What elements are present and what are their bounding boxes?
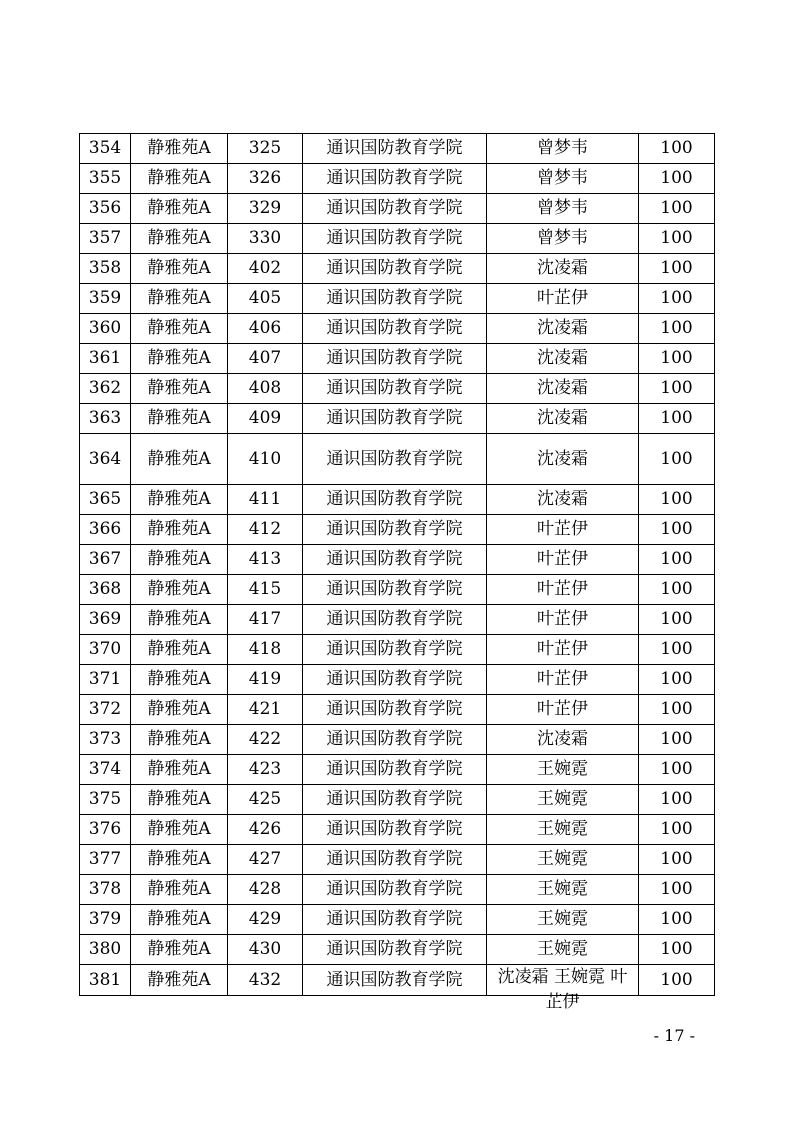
college-cell: 通识国防教育学院: [303, 785, 487, 815]
score-cell: 100: [639, 905, 715, 935]
building-cell: 静雅苑A: [131, 845, 228, 875]
college-cell: 通识国防教育学院: [303, 194, 487, 224]
row-index-cell: 354: [80, 134, 131, 164]
college-cell: 通识国防教育学院: [303, 665, 487, 695]
score-cell: 100: [639, 515, 715, 545]
inspector-cell: 沈凌霜: [487, 254, 639, 284]
table-row: [80, 485, 715, 515]
college-cell: 通识国防教育学院: [303, 284, 487, 314]
college-cell: 通识国防教育学院: [303, 845, 487, 875]
building-cell: 静雅苑A: [131, 134, 228, 164]
score-cell: 100: [639, 314, 715, 344]
table-row: [80, 194, 715, 224]
score-cell: 100: [639, 284, 715, 314]
room-number-cell: 412: [228, 515, 303, 545]
college-cell: 通识国防教育学院: [303, 485, 487, 515]
table-row: [80, 314, 715, 344]
row-index-cell: 368: [80, 575, 131, 605]
row-index-cell: 381: [80, 965, 131, 996]
row-index-cell: 371: [80, 665, 131, 695]
room-number-cell: 430: [228, 935, 303, 965]
score-cell: 100: [639, 575, 715, 605]
college-cell: 通识国防教育学院: [303, 965, 487, 996]
table-row: [80, 695, 715, 725]
table-row: [80, 254, 715, 284]
inspector-cell: 叶芷伊: [487, 575, 639, 605]
row-index-cell: 379: [80, 905, 131, 935]
inspector-cell: 沈凌霜: [487, 725, 639, 755]
row-index-cell: 362: [80, 374, 131, 404]
inspector-cell: 叶芷伊: [487, 605, 639, 635]
building-cell: 静雅苑A: [131, 785, 228, 815]
inspector-cell: 叶芷伊: [487, 515, 639, 545]
row-index-cell: 375: [80, 785, 131, 815]
college-cell: 通识国防教育学院: [303, 725, 487, 755]
room-number-cell: 418: [228, 635, 303, 665]
inspector-cell: 叶芷伊: [487, 695, 639, 725]
row-index-cell: 363: [80, 404, 131, 434]
inspector-cell: 叶芷伊: [487, 635, 639, 665]
row-index-cell: 356: [80, 194, 131, 224]
score-cell: 100: [639, 815, 715, 845]
college-cell: 通识国防教育学院: [303, 875, 487, 905]
room-number-cell: 326: [228, 164, 303, 194]
table-row: [80, 545, 715, 575]
building-cell: 静雅苑A: [131, 194, 228, 224]
room-number-cell: 422: [228, 725, 303, 755]
inspector-cell: 王婉霓: [487, 905, 639, 935]
room-number-cell: 428: [228, 875, 303, 905]
score-cell: 100: [639, 665, 715, 695]
row-index-cell: 364: [80, 434, 131, 485]
room-number-cell: 427: [228, 845, 303, 875]
college-cell: 通识国防教育学院: [303, 254, 487, 284]
score-cell: 100: [639, 434, 715, 485]
room-number-cell: 325: [228, 134, 303, 164]
row-index-cell: 376: [80, 815, 131, 845]
row-index-cell: 373: [80, 725, 131, 755]
college-cell: 通识国防教育学院: [303, 755, 487, 785]
table-row: [80, 875, 715, 905]
building-cell: 静雅苑A: [131, 434, 228, 485]
score-cell: 100: [639, 605, 715, 635]
college-cell: 通识国防教育学院: [303, 374, 487, 404]
row-index-cell: 369: [80, 605, 131, 635]
row-index-cell: 355: [80, 164, 131, 194]
inspector-cell: 王婉霓: [487, 815, 639, 845]
score-cell: 100: [639, 485, 715, 515]
score-cell: 100: [639, 254, 715, 284]
building-cell: 静雅苑A: [131, 284, 228, 314]
table-row: [80, 284, 715, 314]
score-cell: 100: [639, 164, 715, 194]
table-row: [80, 815, 715, 845]
inspector-cell: 叶芷伊: [487, 284, 639, 314]
room-number-cell: 407: [228, 344, 303, 374]
score-cell: 100: [639, 194, 715, 224]
building-cell: 静雅苑A: [131, 575, 228, 605]
inspector-cell: 曾梦韦: [487, 194, 639, 224]
inspector-cell: 曾梦韦: [487, 164, 639, 194]
score-cell: 100: [639, 785, 715, 815]
building-cell: 静雅苑A: [131, 485, 228, 515]
table-row: [80, 344, 715, 374]
room-number-cell: 426: [228, 815, 303, 845]
score-cell: 100: [639, 875, 715, 905]
table-row: [80, 164, 715, 194]
score-cell: 100: [639, 965, 715, 996]
inspector-cell: 王婉霓: [487, 845, 639, 875]
score-cell: 100: [639, 545, 715, 575]
building-cell: 静雅苑A: [131, 164, 228, 194]
table-row: [80, 845, 715, 875]
building-cell: 静雅苑A: [131, 224, 228, 254]
row-index-cell: 378: [80, 875, 131, 905]
building-cell: 静雅苑A: [131, 905, 228, 935]
row-index-cell: 365: [80, 485, 131, 515]
room-number-cell: 329: [228, 194, 303, 224]
score-cell: 100: [639, 224, 715, 254]
score-cell: 100: [639, 845, 715, 875]
room-number-cell: 425: [228, 785, 303, 815]
college-cell: 通识国防教育学院: [303, 404, 487, 434]
inspector-cell: [487, 965, 639, 1012]
row-index-cell: 370: [80, 635, 131, 665]
college-cell: 通识国防教育学院: [303, 344, 487, 374]
row-index-cell: 374: [80, 755, 131, 785]
table-row: [80, 134, 715, 164]
room-number-cell: 406: [228, 314, 303, 344]
building-cell: 静雅苑A: [131, 254, 228, 284]
building-cell: 静雅苑A: [131, 605, 228, 635]
table-row: [80, 665, 715, 695]
room-number-cell: 411: [228, 485, 303, 515]
building-cell: 静雅苑A: [131, 404, 228, 434]
college-cell: 通识国防教育学院: [303, 134, 487, 164]
college-cell: 通识国防教育学院: [303, 164, 487, 194]
room-number-cell: 423: [228, 755, 303, 785]
room-number-cell: 432: [228, 965, 303, 996]
inspector-cell: 叶芷伊: [487, 545, 639, 575]
building-cell: 静雅苑A: [131, 314, 228, 344]
inspector-cell: 曾梦韦: [487, 224, 639, 254]
room-number-cell: 415: [228, 575, 303, 605]
inspector-names-text: 沈凌霜 王婉霓 叶芷伊: [497, 967, 628, 1012]
college-cell: 通识国防教育学院: [303, 635, 487, 665]
room-number-cell: 417: [228, 605, 303, 635]
room-number-cell: 402: [228, 254, 303, 284]
building-cell: 静雅苑A: [131, 665, 228, 695]
row-index-cell: 358: [80, 254, 131, 284]
inspector-cell: 沈凌霜: [487, 404, 639, 434]
score-cell: 100: [639, 755, 715, 785]
score-cell: 100: [639, 134, 715, 164]
row-index-cell: 357: [80, 224, 131, 254]
room-number-cell: 410: [228, 434, 303, 485]
table-row: [80, 434, 715, 485]
college-cell: 通识国防教育学院: [303, 905, 487, 935]
building-cell: 静雅苑A: [131, 635, 228, 665]
inspector-cell: 沈凌霜: [487, 485, 639, 515]
building-cell: 静雅苑A: [131, 875, 228, 905]
room-number-cell: 421: [228, 695, 303, 725]
room-number-cell: 419: [228, 665, 303, 695]
score-cell: 100: [639, 935, 715, 965]
score-cell: 100: [639, 344, 715, 374]
building-cell: 静雅苑A: [131, 965, 228, 996]
row-index-cell: 372: [80, 695, 131, 725]
table-row: [80, 515, 715, 545]
page-number: - 17 -: [653, 1026, 695, 1045]
table-body: [80, 134, 715, 1012]
table-row: [80, 575, 715, 605]
college-cell: 通识国防教育学院: [303, 815, 487, 845]
row-index-cell: 360: [80, 314, 131, 344]
score-cell: 100: [639, 695, 715, 725]
score-cell: 100: [639, 635, 715, 665]
table-row: [80, 935, 715, 965]
college-cell: 通识国防教育学院: [303, 224, 487, 254]
table-row: [80, 224, 715, 254]
row-index-cell: 380: [80, 935, 131, 965]
building-cell: 静雅苑A: [131, 374, 228, 404]
score-cell: 100: [639, 374, 715, 404]
college-cell: 通识国防教育学院: [303, 695, 487, 725]
college-cell: 通识国防教育学院: [303, 575, 487, 605]
table-row: [80, 404, 715, 434]
inspector-cell: 王婉霓: [487, 785, 639, 815]
inspector-cell: 沈凌霜: [487, 314, 639, 344]
college-cell: 通识国防教育学院: [303, 545, 487, 575]
row-index-cell: 361: [80, 344, 131, 374]
college-cell: 通识国防教育学院: [303, 935, 487, 965]
building-cell: 静雅苑A: [131, 515, 228, 545]
row-index-cell: 367: [80, 545, 131, 575]
score-cell: 100: [639, 404, 715, 434]
inspector-cell: 沈凌霜: [487, 374, 639, 404]
dormitory-score-table: [79, 133, 715, 1012]
inspector-cell: 沈凌霜: [487, 344, 639, 374]
table-row: [80, 905, 715, 935]
inspector-cell: 沈凌霜: [487, 434, 639, 485]
table-row: [80, 725, 715, 755]
table-row: [80, 635, 715, 665]
table-row: [80, 785, 715, 815]
table-row: [80, 755, 715, 785]
inspector-cell: 王婉霓: [487, 935, 639, 965]
building-cell: 静雅苑A: [131, 815, 228, 845]
score-cell: 100: [639, 725, 715, 755]
room-number-cell: 413: [228, 545, 303, 575]
college-cell: 通识国防教育学院: [303, 515, 487, 545]
table-row: [80, 605, 715, 635]
building-cell: 静雅苑A: [131, 695, 228, 725]
room-number-cell: 405: [228, 284, 303, 314]
inspector-cell: 叶芷伊: [487, 665, 639, 695]
inspector-cell: 王婉霓: [487, 755, 639, 785]
building-cell: 静雅苑A: [131, 755, 228, 785]
row-index-cell: 377: [80, 845, 131, 875]
building-cell: 静雅苑A: [131, 935, 228, 965]
room-number-cell: 408: [228, 374, 303, 404]
building-cell: 静雅苑A: [131, 344, 228, 374]
building-cell: 静雅苑A: [131, 545, 228, 575]
college-cell: 通识国防教育学院: [303, 314, 487, 344]
room-number-cell: 409: [228, 404, 303, 434]
inspector-cell: 曾梦韦: [487, 134, 639, 164]
college-cell: 通识国防教育学院: [303, 605, 487, 635]
room-number-cell: 429: [228, 905, 303, 935]
building-cell: 静雅苑A: [131, 725, 228, 755]
row-index-cell: 359: [80, 284, 131, 314]
row-index-cell: 366: [80, 515, 131, 545]
college-cell: 通识国防教育学院: [303, 434, 487, 485]
table-row: [80, 965, 715, 996]
inspector-cell: 王婉霓: [487, 875, 639, 905]
table-row: [80, 374, 715, 404]
room-number-cell: 330: [228, 224, 303, 254]
